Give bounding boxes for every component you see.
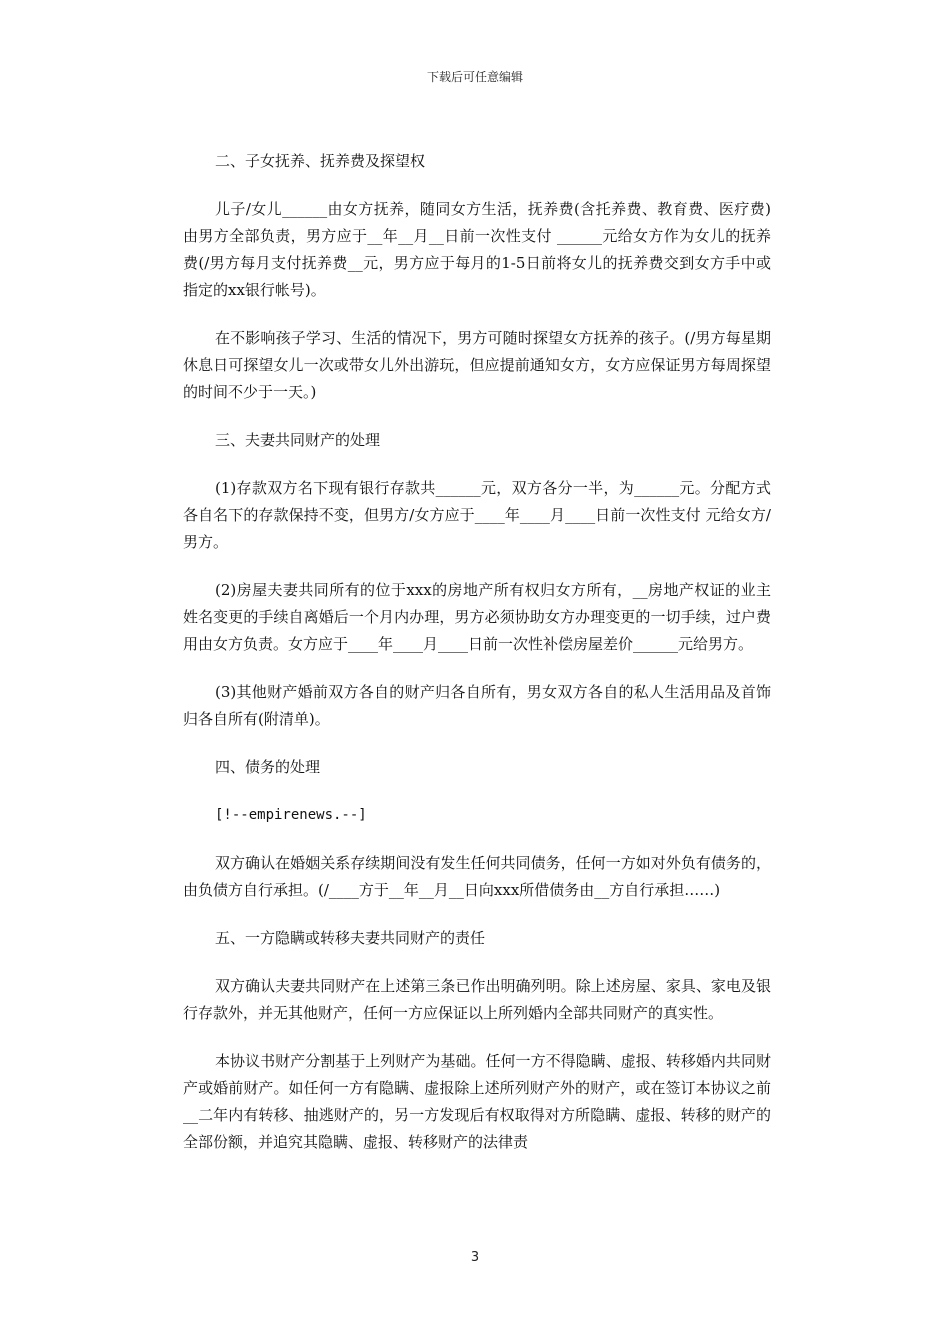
page-number: 3 xyxy=(470,1250,480,1265)
section-heading-concealment: 五、一方隐瞒或转移夫妻共同财产的责任 xyxy=(215,929,486,947)
section-heading-property: 三、夫妻共同财产的处理 xyxy=(215,431,381,449)
paragraph-child-support: 儿子/女儿______由女方抚养，随同女方生活，抚养费(含托养费、教育费、医疗费)由男方全部负责，男方应于__年__月__日前一次性支付 ______元给女方作为女儿的抚养费(/男方每月支付抚养费__元，男方应于每月的1-5日前将女儿的抚养费交到女方手中或指定的xx银行帐号)。 xyxy=(183,200,771,299)
paragraph-property-confirmation: 双方确认夫妻共同财产在上述第三条已作出明确列明。除上述房屋、家具、家电及银行存款外，并无其他财产，任何一方应保证以上所列婚内全部共同财产的真实性。 xyxy=(183,977,771,1022)
paragraph-visitation: 在不影响孩子学习、生活的情况下，男方可随时探望女方抚养的孩子。(/男方每星期休息日可探望女儿一次或带女儿外出游玩，但应提前通知女方，女方应保证男方每周探望的时间不少于一天。) xyxy=(183,329,771,401)
section-heading-debts: 四、债务的处理 xyxy=(215,758,321,776)
paragraph-debts: 双方确认在婚姻关系存续期间没有发生任何共同债务，任何一方如对外负有债务的，由负债方自行承担。(/____方于__年__月__日向xxx所借债务由__方自行承担……) xyxy=(183,854,771,899)
section-heading-child-custody: 二、子女抚养、抚养费及探望权 xyxy=(215,152,426,170)
document-body xyxy=(183,148,771,1177)
paragraph-other-property: (3)其他财产婚前双方各自的财产归各自所有，男女双方各自的私人生活用品及首饰归各自所有(附清单)。 xyxy=(183,683,771,728)
page-header: 下载后可任意编辑 xyxy=(426,70,523,84)
template-tag: [!--empirenews.--] xyxy=(215,807,367,823)
paragraph-concealment-liability: 本协议书财产分割基于上列财产为基础。任何一方不得隐瞒、虚报、转移婚内共同财产或婚前财产。如任何一方有隐瞒、虚报除上述所列财产外的财产，或在签订本协议之前__二年内有转移、抽逃财产的，另一方发现后有权取得对方所隐瞒、虚报、转移的财产的全部份额，并追究其隐瞒、虚报、转移财产的法律责 xyxy=(183,1052,771,1151)
paragraph-deposits: (1)存款双方名下现有银行存款共______元，双方各分一半，为______元。分配方式各自名下的存款保持不变，但男方/女方应于____年____月____日前一次性支付 元给女方/男方。 xyxy=(183,479,771,551)
paragraph-house: (2)房屋夫妻共同所有的位于xxx的房地产所有权归女方所有，__房地产权证的业主姓名变更的手续自离婚后一个月内办理，男方必须协助女方办理变更的一切手续，过户费用由女方负责。女方应于____年____月____日前一次性补偿房屋差价______元给男方。 xyxy=(183,581,771,653)
